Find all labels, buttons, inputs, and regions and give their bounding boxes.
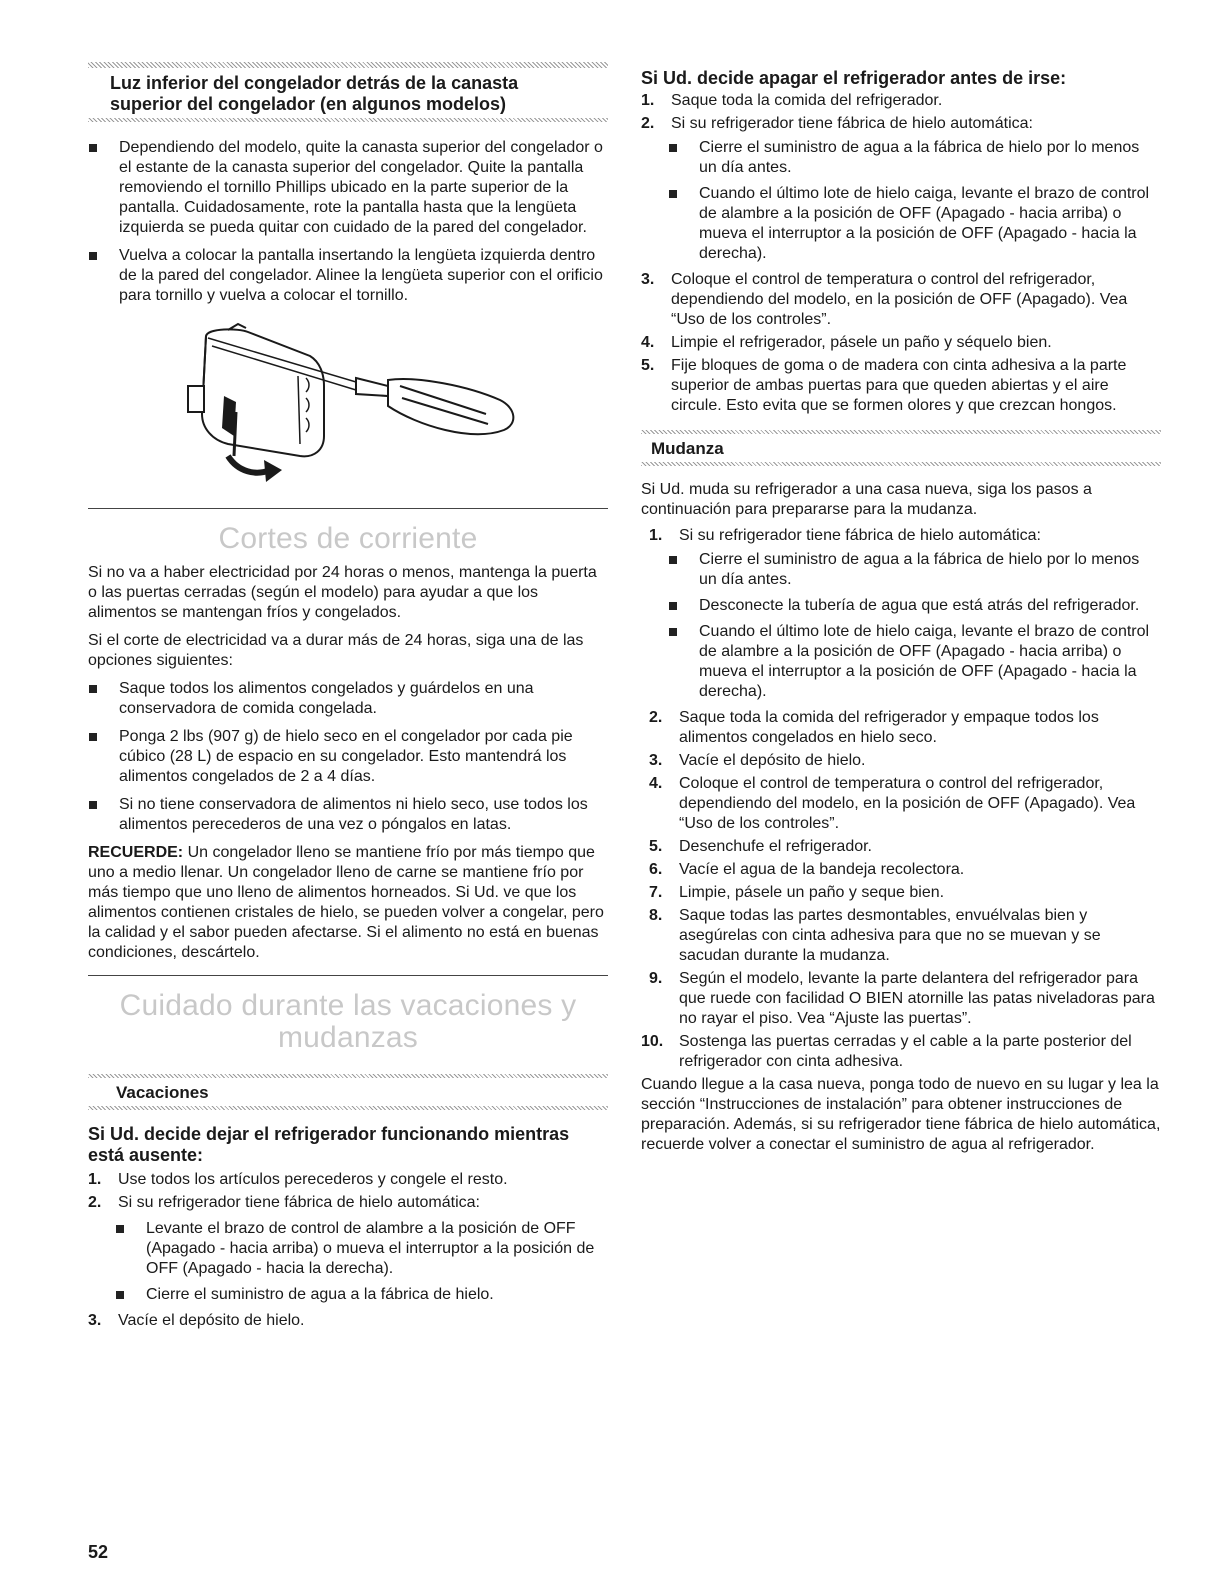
- list-item: Si no tiene conservadora de alimentos ni hielo seco, use todos los alimentos perecederos de una vez o póngalos en latas.: [88, 795, 608, 835]
- list-item: Desconecte la tubería de agua que está atrás del refrigerador.: [641, 596, 1161, 616]
- turn-off-substeps: [641, 138, 1161, 264]
- power-outage-paragraph-1: Si no va a haber electricidad por 24 horas o menos, mantenga la puerta o las puertas cerradas (según el modelo) para ayudar a que los alimentos se mantengan fríos y congelados.: [88, 564, 597, 621]
- list-item: [641, 708, 1161, 748]
- step-number: 1.: [88, 1171, 102, 1188]
- list-item: Vuelva a colocar la pantalla insertando la lengüeta izquierda dentro de la pared del congelador. Alinee la lengüeta superior con el orificio para tornillo y vuelva a colocar el tornillo.: [88, 246, 608, 306]
- step-text: Coloque el control de temperatura o control del refrigerador, dependiendo del modelo, en la posición de OFF (Apagado). Vea “Uso de los controles”.: [679, 775, 1136, 832]
- list-item: [641, 526, 1161, 546]
- step-text: Si su refrigerador tiene fábrica de hielo automática:: [679, 527, 1041, 544]
- step-text: Limpie el refrigerador, pásele un paño y séquelo bien.: [671, 334, 1052, 351]
- moving-substeps: [641, 550, 1161, 702]
- list-item: [641, 270, 1161, 330]
- page-number: 52: [88, 1542, 109, 1562]
- step-text: Vacíe el depósito de hielo.: [679, 752, 866, 769]
- step-number: 3.: [641, 271, 655, 288]
- step-text: Coloque el control de temperatura o control del refrigerador, dependiendo del modelo, en la posición de OFF (Apagado). Vea “Uso de los controles”.: [671, 271, 1128, 328]
- list-item: [641, 969, 1161, 1029]
- light-shield-illustration: [88, 316, 608, 496]
- step-number: 2.: [88, 1194, 102, 1211]
- list-item: [88, 1170, 608, 1190]
- power-outage-paragraph-2: Si el corte de electricidad va a durar más de 24 horas, siga una de las opciones siguientes:: [88, 632, 584, 669]
- list-item: [641, 356, 1161, 416]
- turn-off-heading: Si Ud. decide apagar el refrigerador antes de irse:: [641, 68, 1067, 88]
- step-number: 4.: [649, 775, 663, 792]
- section-divider: [88, 508, 608, 509]
- heading-band-bottom: [88, 1106, 608, 1110]
- step-text: Desenchufe el refrigerador.: [679, 838, 872, 855]
- list-item: [641, 774, 1161, 834]
- step-number: 1.: [649, 527, 663, 544]
- step-number: 5.: [641, 357, 655, 374]
- list-item: [88, 1193, 608, 1213]
- step-number: 7.: [649, 884, 663, 901]
- title-line-2: mudanzas: [277, 1021, 418, 1054]
- step-number: 2.: [649, 709, 663, 726]
- remember-label: RECUERDE:: [88, 844, 184, 861]
- step-number: 6.: [649, 861, 663, 878]
- step-text: Saque toda la comida del refrigerador.: [671, 92, 943, 109]
- step-text: Si su refrigerador tiene fábrica de hielo automática:: [671, 115, 1033, 132]
- step-number: 2.: [641, 115, 655, 132]
- list-item: Cierre el suministro de agua a la fábrica de hielo por lo menos un día antes.: [641, 138, 1161, 178]
- list-item: Cuando el último lote de hielo caiga, levante el brazo de control de alambre a la posición de OFF (Apagado - hacia arriba) o mueva el interruptor a la posición de OFF (Apagado - hacia la derecha).: [641, 622, 1161, 702]
- freezer-light-list: [88, 138, 608, 306]
- list-item: [641, 837, 1161, 857]
- moving-heading: Mudanza: [651, 439, 724, 458]
- remember-text: Un congelador lleno se mantiene frío por más tiempo que uno a medio llenar. Un congelador lleno de carne se mantiene frío por más tiempo que uno lleno de alimentos horneados. Si Ud. ve que los alimentos contienen cristales de hielo, se pueden volver a congelar, pero la calidad y el sabor pueden afectarse. Si el alimento no está en buenas condiciones, descártelo.: [88, 844, 604, 961]
- leave-running-steps-cont: [88, 1311, 608, 1331]
- step-text: Según el modelo, levante la parte delantera del refrigerador para que ruede con facilidad O BIEN atornille las patas niveladoras para no rayar el piso. Vea “Ajuste las puertas”.: [679, 970, 1155, 1027]
- moving-intro: Si Ud. muda su refrigerador a una casa nueva, siga los pasos a continuación para prepararse para la mudanza.: [641, 481, 1092, 518]
- list-item: [641, 114, 1161, 134]
- section-divider: [88, 975, 608, 976]
- freezer-light-heading: Luz inferior del congelador detrás de la canasta superior del congelador (en algunos modelos): [110, 73, 519, 114]
- turn-off-steps-cont: [641, 270, 1161, 416]
- step-text: Saque todas las partes desmontables, envuélvalas bien y asegúrelas con cinta adhesiva para que no se muevan y se sacudan durante la mudanza.: [679, 907, 1101, 964]
- list-item: [641, 751, 1161, 771]
- step-number: 8.: [649, 907, 663, 924]
- step-number: 5.: [649, 838, 663, 855]
- step-number: 3.: [649, 752, 663, 769]
- step-text: Saque toda la comida del refrigerador y empaque todos los alimentos congelados en hielo seco.: [679, 709, 1099, 746]
- step-number: 10.: [641, 1033, 664, 1050]
- step-text: Fije bloques de goma o de madera con cinta adhesiva a la parte superior de ambas puertas para que queden abiertas y el aire circule. Esto evita que se formen olores y que crezcan hongos.: [671, 357, 1127, 414]
- list-item: Saque todos los alimentos congelados y guárdelos en una conservadora de comida congelada.: [88, 679, 608, 719]
- list-item: [641, 860, 1161, 880]
- leave-running-heading: Si Ud. decide dejar el refrigerador funcionando mientras está ausente:: [88, 1124, 570, 1165]
- title-line-1: Cuidado durante las vacaciones y: [119, 989, 577, 1022]
- heading-band-bottom: [641, 462, 1161, 466]
- leave-running-substeps: [88, 1219, 608, 1305]
- step-text: Sostenga las puertas cerradas y el cable a la parte posterior del refrigerador con cinta adhesiva.: [679, 1033, 1132, 1070]
- list-item: Cierre el suministro de agua a la fábrica de hielo.: [88, 1285, 608, 1305]
- step-text: Vacíe el agua de la bandeja recolectora.: [679, 861, 965, 878]
- list-item: Levante el brazo de control de alambre a la posición de OFF (Apagado - hacia arriba) o mueva el interruptor a la posición de OFF (Apagado - hacia la derecha).: [88, 1219, 608, 1279]
- step-text: Limpie, pásele un paño y seque bien.: [679, 884, 945, 901]
- list-item: Ponga 2 lbs (907 g) de hielo seco en el congelador por cada pie cúbico (28 L) de espacio en su congelador. Esto mantendrá los alimentos congelados de 2 a 4 días.: [88, 727, 608, 787]
- left-column: [88, 62, 608, 1334]
- leave-running-steps: [88, 1170, 608, 1213]
- list-item: Dependiendo del modelo, quite la canasta superior del congelador o el estante de la canasta superior del congelador. Quite la pantalla removiendo el tornillo Phillips ubicado en la parte superior de la pantalla. Cuidadosamente, rote la pantalla hasta que la lengüeta izquierda se pueda quitar con cuidado de la pared del congelador.: [88, 138, 608, 238]
- heading-band-bottom: [88, 118, 608, 122]
- list-item: [641, 91, 1161, 111]
- vacations-heading: Vacaciones: [116, 1083, 209, 1102]
- power-outage-list: [88, 679, 608, 835]
- moving-steps-cont: [641, 708, 1161, 1072]
- step-text: Use todos los artículos perecederos y congele el resto.: [118, 1171, 508, 1188]
- list-item: [641, 333, 1161, 353]
- list-item: [641, 906, 1161, 966]
- moving-outro: Cuando llegue a la casa nueva, ponga todo de nuevo en su lugar y lea la sección “Instrucciones de instalación” para obtener instrucciones de preparación. Además, si su refrigerador tiene fábrica de hielo automática, recuerde volver a conectar el suministro de agua al refrigerador.: [641, 1076, 1161, 1153]
- power-outage-title: Cortes de corriente: [218, 522, 478, 555]
- screwdriver-shield-drawing: [88, 316, 608, 496]
- vacation-moving-title: [88, 990, 608, 1054]
- step-number: 4.: [641, 334, 655, 351]
- remember-note: [88, 843, 608, 963]
- step-number: 9.: [649, 970, 663, 987]
- list-item: [641, 883, 1161, 903]
- list-item: [88, 1311, 608, 1331]
- right-column: [641, 68, 1161, 1155]
- step-number: 3.: [88, 1312, 102, 1329]
- step-text: Vacíe el depósito de hielo.: [118, 1312, 305, 1329]
- moving-steps: [641, 526, 1161, 546]
- step-number: 1.: [641, 92, 655, 109]
- list-item: Cierre el suministro de agua a la fábrica de hielo por lo menos un día antes.: [641, 550, 1161, 590]
- list-item: [641, 1032, 1161, 1072]
- list-item: Cuando el último lote de hielo caiga, levante el brazo de control de alambre a la posición de OFF (Apagado - hacia arriba) o mueva el interruptor a la posición de OFF (Apagado - hacia la derecha).: [641, 184, 1161, 264]
- turn-off-steps: [641, 91, 1161, 134]
- step-text: Si su refrigerador tiene fábrica de hielo automática:: [118, 1194, 480, 1211]
